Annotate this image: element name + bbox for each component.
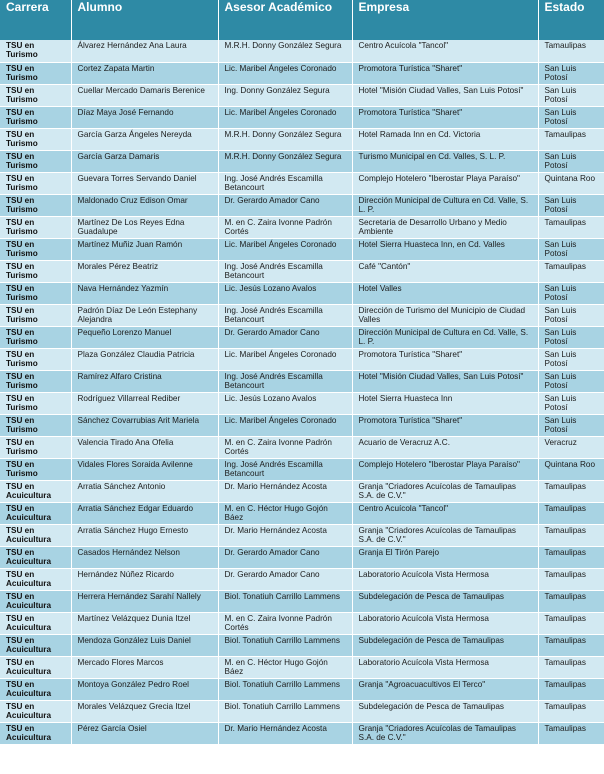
cell-carrera: TSU en Acuicultura [0, 590, 71, 612]
table-row [0, 480, 604, 502]
cell-carrera: TSU en Acuicultura [0, 722, 71, 744]
cell-estado: Tamaulipas [538, 612, 604, 634]
cell-empresa: Complejo Hotelero "Iberostar Playa Paraíso" [352, 458, 538, 480]
cell-carrera: TSU en Turismo [0, 304, 71, 326]
cell-carrera: TSU en Acuicultura [0, 700, 71, 722]
cell-carrera: TSU en Turismo [0, 238, 71, 260]
cell-estado: Tamaulipas [538, 700, 604, 722]
cell-carrera: TSU en Turismo [0, 128, 71, 150]
cell-estado: Tamaulipas [538, 678, 604, 700]
cell-estado: San Luis Potosí [538, 370, 604, 392]
cell-empresa: Dirección Municipal de Cultura en Cd. Valle, S. L. P. [352, 194, 538, 216]
cell-estado: Tamaulipas [538, 656, 604, 678]
cell-carrera: TSU en Turismo [0, 106, 71, 128]
cell-estado: San Luis Potosí [538, 62, 604, 84]
table-row [0, 194, 604, 216]
cell-empresa: Café "Cantón" [352, 260, 538, 282]
cell-estado: San Luis Potosí [538, 84, 604, 106]
cell-estado: Tamaulipas [538, 502, 604, 524]
cell-carrera: TSU en Acuicultura [0, 612, 71, 634]
cell-alumno: Vidales Flores Soraida Avilenne [71, 458, 218, 480]
table-row [0, 700, 604, 722]
cell-carrera: TSU en Acuicultura [0, 480, 71, 502]
cell-alumno: Martínez Velázquez Dunia Itzel [71, 612, 218, 634]
table-row [0, 524, 604, 546]
cell-alumno: García Garza Ángeles Nereyda [71, 128, 218, 150]
table-row [0, 326, 604, 348]
cell-alumno: Maldonado Cruz Edison Omar [71, 194, 218, 216]
cell-estado: Tamaulipas [538, 260, 604, 282]
table-row [0, 150, 604, 172]
cell-carrera: TSU en Turismo [0, 436, 71, 458]
cell-empresa: Turismo Municipal en Cd. Valles, S. L. P. [352, 150, 538, 172]
cell-empresa: Complejo Hotelero "Iberostar Playa Paraíso" [352, 172, 538, 194]
cell-alumno: Álvarez Hernández Ana Laura [71, 40, 218, 62]
table-row [0, 502, 604, 524]
cell-asesor: Ing. José Andrés Escamilla Betancourt [218, 458, 352, 480]
cell-empresa: Promotora Turística "Sharet" [352, 414, 538, 436]
cell-asesor: M.R.H. Donny González Segura [218, 150, 352, 172]
cell-alumno: Plaza González Claudia Patricia [71, 348, 218, 370]
cell-carrera: TSU en Acuicultura [0, 524, 71, 546]
header-row [0, 0, 604, 40]
cell-asesor: Lic. Jesús Lozano Avalos [218, 282, 352, 304]
cell-asesor: Dr. Gerardo Amador Cano [218, 326, 352, 348]
cell-alumno: Pequeño Lorenzo Manuel [71, 326, 218, 348]
cell-empresa: Centro Acuícola "Tancol" [352, 502, 538, 524]
cell-carrera: TSU en Acuicultura [0, 502, 71, 524]
cell-asesor: Biol. Tonatiuh Carrillo Lammens [218, 700, 352, 722]
cell-empresa: Granja "Agroacuacultivos El Terco" [352, 678, 538, 700]
cell-empresa: Acuario de Veracruz A.C. [352, 436, 538, 458]
cell-empresa: Promotora Turística "Sharet" [352, 106, 538, 128]
table-row [0, 590, 604, 612]
cell-asesor: Dr. Gerardo Amador Cano [218, 194, 352, 216]
cell-estado: Quintana Roo [538, 172, 604, 194]
cell-carrera: TSU en Turismo [0, 458, 71, 480]
cell-alumno: Padrón Díaz De León Estephany Alejandra [71, 304, 218, 326]
cell-empresa: Hotel Sierra Huasteca Inn [352, 392, 538, 414]
cell-alumno: Arratia Sánchez Edgar Eduardo [71, 502, 218, 524]
cell-alumno: Valencia Tirado Ana Ofelia [71, 436, 218, 458]
cell-carrera: TSU en Turismo [0, 326, 71, 348]
cell-carrera: TSU en Turismo [0, 282, 71, 304]
cell-estado: Tamaulipas [538, 568, 604, 590]
cell-asesor: Dr. Mario Hernández Acosta [218, 524, 352, 546]
cell-empresa: Promotora Turística "Sharet" [352, 348, 538, 370]
cell-alumno: Montoya González Pedro Roel [71, 678, 218, 700]
cell-empresa: Hotel Sierra Huasteca Inn, en Cd. Valles [352, 238, 538, 260]
cell-asesor: M. en C. Héctor Hugo Gojón Báez [218, 502, 352, 524]
cell-empresa: Secretaria de Desarrollo Urbano y Medio Ambiente [352, 216, 538, 238]
cell-asesor: Lic. Jesús Lozano Avalos [218, 392, 352, 414]
cell-estado: Tamaulipas [538, 546, 604, 568]
cell-empresa: Hotel Ramada Inn en Cd. Victoria [352, 128, 538, 150]
cell-estado: San Luis Potosí [538, 392, 604, 414]
cell-estado: Tamaulipas [538, 634, 604, 656]
cell-alumno: Martínez De Los Reyes Edna Guadalupe [71, 216, 218, 238]
cell-carrera: TSU en Turismo [0, 62, 71, 84]
cell-estado: Tamaulipas [538, 40, 604, 62]
cell-alumno: Ramírez Alfaro Cristina [71, 370, 218, 392]
table-row [0, 304, 604, 326]
cell-alumno: Martínez Muñiz Juan Ramón [71, 238, 218, 260]
cell-alumno: Cortez Zapata Martin [71, 62, 218, 84]
cell-alumno: Rodríguez Villarreal Rediber [71, 392, 218, 414]
cell-estado: San Luis Potosí [538, 238, 604, 260]
table-row [0, 678, 604, 700]
cell-asesor: M. en C. Zaira Ivonne Padrón Cortés [218, 216, 352, 238]
cell-carrera: TSU en Turismo [0, 40, 71, 62]
cell-asesor: M. en C. Zaira Ivonne Padrón Cortés [218, 436, 352, 458]
header-carrera: Carrera [0, 0, 71, 40]
table-row [0, 656, 604, 678]
table-row [0, 612, 604, 634]
cell-alumno: Hernández Núñez Ricardo [71, 568, 218, 590]
cell-estado: San Luis Potosí [538, 326, 604, 348]
table-row [0, 216, 604, 238]
cell-empresa: Dirección Municipal de Cultura en Cd. Valle, S. L. P. [352, 326, 538, 348]
table-body [0, 40, 604, 744]
cell-carrera: TSU en Turismo [0, 392, 71, 414]
cell-estado: Tamaulipas [538, 216, 604, 238]
cell-estado: San Luis Potosí [538, 282, 604, 304]
cell-asesor: Lic. Maribel Ángeles Coronado [218, 348, 352, 370]
cell-alumno: Arratia Sánchez Antonio [71, 480, 218, 502]
cell-asesor: Lic. Maribel Ángeles Coronado [218, 238, 352, 260]
cell-asesor: Ing. Donny González Segura [218, 84, 352, 106]
cell-alumno: Cuellar Mercado Damaris Berenice [71, 84, 218, 106]
cell-estado: San Luis Potosí [538, 150, 604, 172]
header-estado: Estado [538, 0, 604, 40]
cell-carrera: TSU en Turismo [0, 150, 71, 172]
table-row [0, 722, 604, 744]
cell-empresa: Hotel "Misión Ciudad Valles, San Luis Potosí" [352, 370, 538, 392]
cell-empresa: Promotora Turística "Sharet" [352, 62, 538, 84]
cell-empresa: Granja "Criadores Acuícolas de Tamaulipas S.A. de C.V." [352, 480, 538, 502]
cell-estado: Tamaulipas [538, 128, 604, 150]
cell-alumno: García Garza Damaris [71, 150, 218, 172]
table-row [0, 370, 604, 392]
cell-estado: San Luis Potosí [538, 348, 604, 370]
cell-alumno: Nava Hernández Yazmín [71, 282, 218, 304]
cell-carrera: TSU en Turismo [0, 348, 71, 370]
cell-alumno: Herrera Hernández Sarahí Nallely [71, 590, 218, 612]
cell-alumno: Mendoza González Luis Daniel [71, 634, 218, 656]
cell-carrera: TSU en Turismo [0, 216, 71, 238]
cell-carrera: TSU en Turismo [0, 370, 71, 392]
table-row [0, 84, 604, 106]
cell-empresa: Laboratorio Acuícola Vista Hermosa [352, 656, 538, 678]
table-row [0, 568, 604, 590]
cell-asesor: Ing. José Andrés Escamilla Betancourt [218, 304, 352, 326]
table-row [0, 392, 604, 414]
cell-estado: San Luis Potosí [538, 106, 604, 128]
table-row [0, 282, 604, 304]
cell-estado: Tamaulipas [538, 590, 604, 612]
table-row [0, 62, 604, 84]
cell-empresa: Granja "Criadores Acuícolas de Tamaulipas S.A. de C.V." [352, 524, 538, 546]
cell-asesor: Dr. Gerardo Amador Cano [218, 546, 352, 568]
header-asesor: Asesor Académico [218, 0, 352, 40]
cell-asesor: Ing. José Andrés Escamilla Betancourt [218, 260, 352, 282]
cell-estado: San Luis Potosí [538, 194, 604, 216]
cell-empresa: Laboratorio Acuícola Vista Hermosa [352, 612, 538, 634]
cell-asesor: Dr. Gerardo Amador Cano [218, 568, 352, 590]
cell-empresa: Centro Acuícola "Tancol" [352, 40, 538, 62]
cell-empresa: Subdelegación de Pesca de Tamaulipas [352, 700, 538, 722]
cell-asesor: Lic. Maribel Ángeles Coronado [218, 62, 352, 84]
cell-asesor: M. en C. Zaira Ivonne Padrón Cortés [218, 612, 352, 634]
table-row [0, 436, 604, 458]
cell-carrera: TSU en Turismo [0, 194, 71, 216]
table-row [0, 40, 604, 62]
cell-carrera: TSU en Acuicultura [0, 546, 71, 568]
cell-carrera: TSU en Acuicultura [0, 678, 71, 700]
cell-empresa: Dirección de Turismo del Municipio de Ciudad Valles [352, 304, 538, 326]
cell-asesor: Biol. Tonatiuh Carrillo Lammens [218, 678, 352, 700]
cell-carrera: TSU en Acuicultura [0, 634, 71, 656]
table-row [0, 458, 604, 480]
table-row [0, 260, 604, 282]
table-row [0, 348, 604, 370]
cell-alumno: Arratia Sánchez Hugo Ernesto [71, 524, 218, 546]
cell-carrera: TSU en Turismo [0, 260, 71, 282]
table-row [0, 238, 604, 260]
cell-alumno: Casados Hernández Nelson [71, 546, 218, 568]
cell-asesor: Dr. Mario Hernández Acosta [218, 480, 352, 502]
cell-carrera: TSU en Acuicultura [0, 656, 71, 678]
cell-estado: Quintana Roo [538, 458, 604, 480]
cell-asesor: Biol. Tonatiuh Carrillo Lammens [218, 590, 352, 612]
cell-estado: San Luis Potosí [538, 304, 604, 326]
cell-empresa: Subdelegación de Pesca de Tamaulipas [352, 634, 538, 656]
cell-alumno: Guevara Torres Servando Daniel [71, 172, 218, 194]
cell-alumno: Morales Pérez Beatriz [71, 260, 218, 282]
cell-estado: Tamaulipas [538, 722, 604, 744]
cell-estado: San Luis Potosí [538, 414, 604, 436]
cell-empresa: Granja El Tirón Parejo [352, 546, 538, 568]
cell-asesor: Lic. Maribel Ángeles Coronado [218, 106, 352, 128]
cell-empresa: Laboratorio Acuícola Vista Hermosa [352, 568, 538, 590]
cell-alumno: Díaz Maya José Fernando [71, 106, 218, 128]
cell-estado: Tamaulipas [538, 524, 604, 546]
cell-estado: Veracruz [538, 436, 604, 458]
cell-asesor: Biol. Tonatiuh Carrillo Lammens [218, 634, 352, 656]
cell-asesor: Lic. Maribel Ángeles Coronado [218, 414, 352, 436]
table-row [0, 634, 604, 656]
cell-alumno: Morales Velázquez Grecia Itzel [71, 700, 218, 722]
header-empresa: Empresa [352, 0, 538, 40]
cell-asesor: Ing. José Andrés Escamilla Betancourt [218, 370, 352, 392]
cell-asesor: Ing. José Andrés Escamilla Betancourt [218, 172, 352, 194]
cell-alumno: Sánchez Covarrubias Arit Mariela [71, 414, 218, 436]
table-row [0, 172, 604, 194]
table-row [0, 106, 604, 128]
cell-empresa: Granja "Criadores Acuícolas de Tamaulipas S.A. de C.V." [352, 722, 538, 744]
cell-carrera: TSU en Turismo [0, 172, 71, 194]
cell-asesor: Dr. Mario Hernández Acosta [218, 722, 352, 744]
cell-estado: Tamaulipas [538, 480, 604, 502]
cell-asesor: M.R.H. Donny González Segura [218, 40, 352, 62]
cell-carrera: TSU en Turismo [0, 414, 71, 436]
header-alumno: Alumno [71, 0, 218, 40]
cell-empresa: Hotel Valles [352, 282, 538, 304]
table-row [0, 414, 604, 436]
cell-empresa: Hotel "Misión Ciudad Valles, San Luis Potosí" [352, 84, 538, 106]
cell-asesor: M. en C. Héctor Hugo Gojón Báez [218, 656, 352, 678]
cell-carrera: TSU en Turismo [0, 84, 71, 106]
table-row [0, 546, 604, 568]
cell-alumno: Mercado Flores Marcos [71, 656, 218, 678]
cell-empresa: Subdelegación de Pesca de Tamaulipas [352, 590, 538, 612]
cell-carrera: TSU en Acuicultura [0, 568, 71, 590]
table-row [0, 128, 604, 150]
cell-alumno: Pérez García Osiel [71, 722, 218, 744]
cell-asesor: M.R.H. Donny González Segura [218, 128, 352, 150]
